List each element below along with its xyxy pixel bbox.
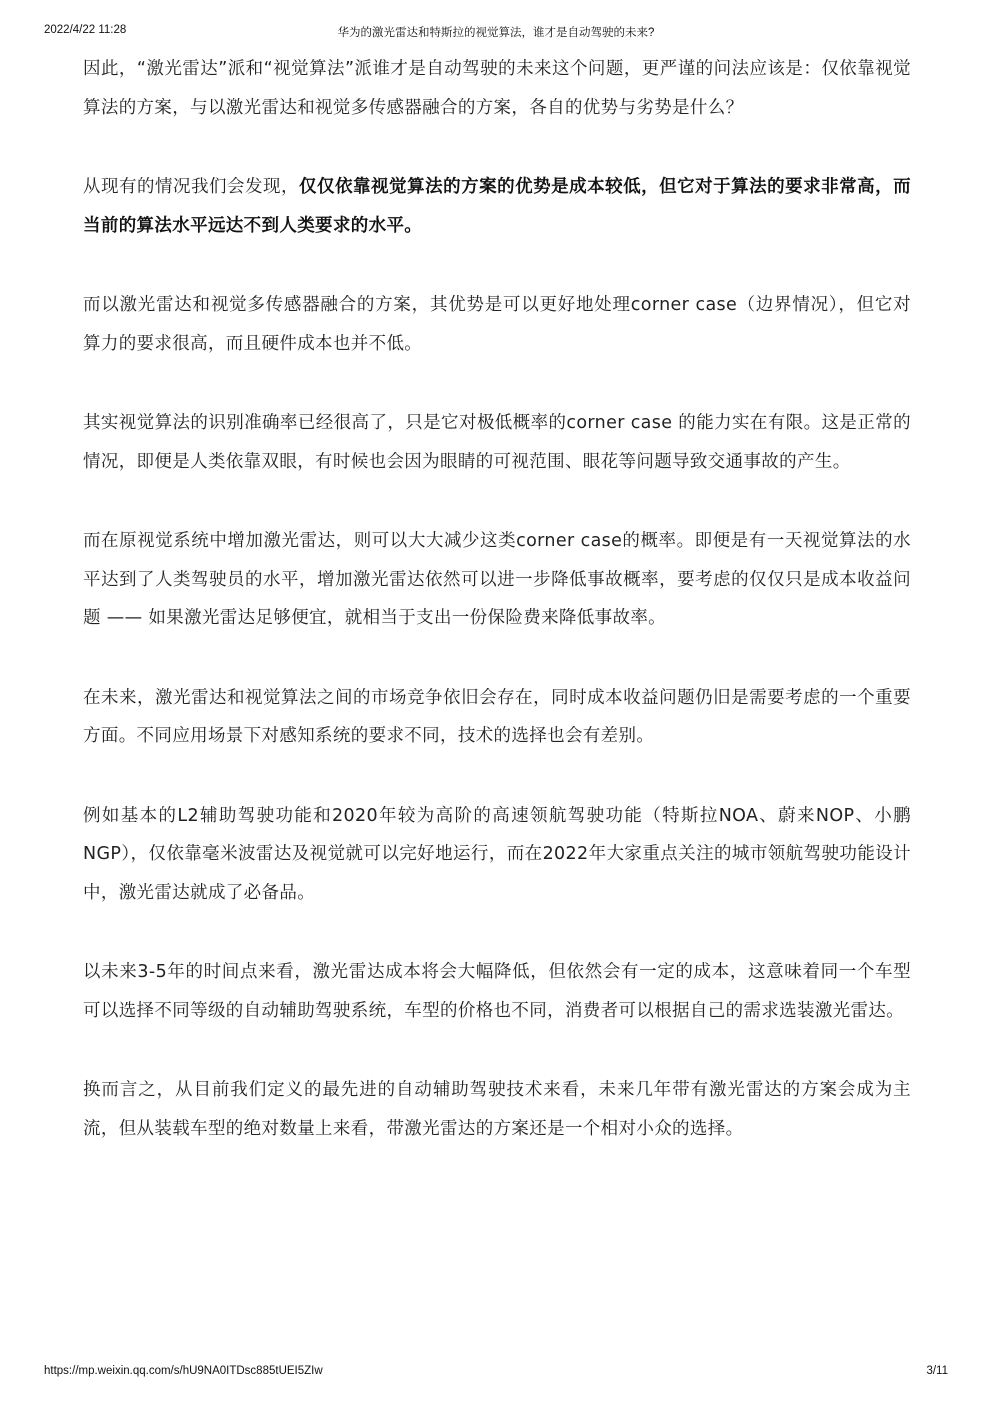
document-title: 华为的激光雷达和特斯拉的视觉算法，谁才是自动驾驶的未来? — [337, 27, 655, 39]
paragraph-2-lead: 从现有的情况我们会发现， — [83, 177, 300, 197]
paragraph-1: 因此，“激光雷达”派和“视觉算法”派谁才是自动驾驶的未来这个问题，更严谨的问法应该是：仅依靠视觉算法的方案，与以激光雷达和视觉多传感器融合的方案，各自的优势与劣势是什么？ — [83, 59, 911, 118]
paragraph-9: 换而言之，从目前我们定义的最先进的自动辅助驾驶技术来看，未来几年带有激光雷达的方案会成为主流，但从装载车型的绝对数量上来看，带激光雷达的方案还是一个相对小众的选择。 — [83, 1080, 911, 1139]
paragraph-5: 而在原视觉系统中增加激光雷达，则可以大大减少这类corner case的概率。即便是有一天视觉算法的水平达到了人类驾驶员的水平，增加激光雷达依然可以进一步降低事故概率，要考虑的仅仅只是成本收益问题 —— 如果激光雷达足够便宜，就相当于支出一份保险费来降低事故率。 — [83, 531, 911, 628]
print-footer — [44, 1365, 948, 1381]
article-body — [83, 50, 911, 1189]
page-number: 3/11 — [926, 1365, 948, 1377]
print-date: 2022/4/22 11:28 — [44, 24, 127, 36]
paragraph-2-emphasis: 仅仅依靠视觉算法的方案的优势是成本较低，但它对于算法的要求非常高，而当前的算法水平远达不到人类要求的水平。 — [83, 177, 911, 236]
paragraph-8: 以未来3-5年的时间点来看，激光雷达成本将会大幅降低，但依然会有一定的成本，这意味着同一个车型可以选择不同等级的自动辅助驾驶系统，车型的价格也不同，消费者可以根据自己的需求选装激光雷达。 — [83, 962, 911, 1021]
paragraph-7: 例如基本的L2辅助驾驶功能和2020年较为高阶的高速领航驾驶功能（特斯拉NOA、蔚来NOP、小鹏NGP），仅依靠毫米波雷达及视觉就可以完好地运行，而在2022年大家重点关注的城市领航驾驶功能设计中，激光雷达就成了必备品。 — [83, 805, 911, 903]
paragraph-6: 在未来，激光雷达和视觉算法之间的市场竞争依旧会存在，同时成本收益问题仍旧是需要考虑的一个重要方面。不同应用场景下对感知系统的要求不同，技术的选择也会有差别。 — [83, 687, 911, 746]
print-header — [44, 24, 948, 40]
paragraph-3: 而以激光雷达和视觉多传感器融合的方案，其优势是可以更好地处理corner case（边界情况），但它对算力的要求很高，而且硬件成本也并不低。 — [83, 295, 911, 354]
source-url: https://mp.weixin.qq.com/s/hU9NA0ITDsc885tUEI5ZIw — [44, 1365, 323, 1377]
paragraph-4: 其实视觉算法的识别准确率已经很高了，只是它对极低概率的corner case 的能力实在有限。这是正常的情况，即便是人类依靠双眼，有时候也会因为眼睛的可视范围、眼花等问题导致交通事故的产生。 — [83, 413, 911, 472]
paragraph-2 — [83, 168, 911, 245]
